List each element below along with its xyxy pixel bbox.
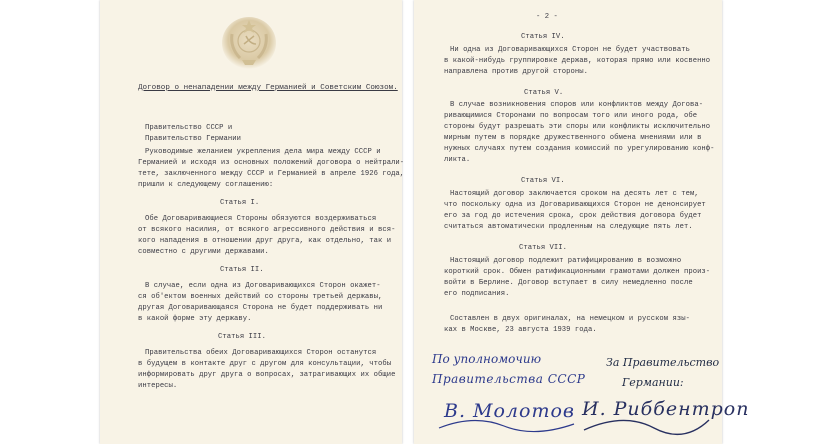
page-two-text-line: стороны будут разрешать эти споры или конфликты исключительно <box>444 123 711 131</box>
page-one-text-line: Статья I. <box>220 199 260 207</box>
page-one-text-line: Статья III. <box>218 333 266 341</box>
page-two-text-line: - 2 - <box>536 13 558 21</box>
page-two-text-line: нужных случаях путем создания комиссий по урегулированию конф- <box>444 145 715 153</box>
signature-left-line1: По уполномочию <box>432 352 542 366</box>
page-one-text-line: ся об'ектом военных действий со стороны третьей державы, <box>138 293 383 301</box>
page-one-text-line: Обе Договаривающиеся Стороны обязуются воздерживаться <box>145 215 377 223</box>
page-two-text-line: войти в Берлине. Договор вступает в силу немедленно после <box>444 279 693 287</box>
page-two-text-line: Настоящий договор заключается сроком на десять лет с тем, <box>450 190 699 198</box>
page-two-text-line: ликта. <box>444 156 471 164</box>
signature-right-line2: Германии: <box>622 376 684 389</box>
signature-molotov: В. Молотов <box>444 400 575 422</box>
page-one-text-line: другая Договаривающаяся Сторона не будет поддерживать ни <box>138 304 383 312</box>
page-two-text-line: Статья VI. <box>521 177 565 185</box>
page-one-text-line: Германией и исходя из основных положений договора о нейтрали- <box>138 159 405 167</box>
page-two-text-line: направлена против другой стороны. <box>444 68 588 76</box>
page-one-text-line: Правительство СССР и <box>145 124 233 132</box>
signature-flourish <box>434 408 714 438</box>
signature-ribbentrop: И. Риббентроп <box>582 398 750 420</box>
page-two-text-line: Статья VII. <box>519 244 567 252</box>
page-two-text-line: Настоящий договор подлежит ратифицированию в возможно <box>450 257 682 265</box>
page-two-text-line: ках в Москве, 23 августа 1939 года. <box>444 326 597 334</box>
page-one <box>100 0 405 444</box>
ussr-coat-of-arms-icon <box>220 14 278 72</box>
page-two-text-line: Составлен в двух оригиналах, на немецком и русском язы- <box>450 315 690 323</box>
page-one-text-line: кого нападения в отношении друг друга, как отдельно, так и <box>138 237 392 245</box>
page-one-text-line: пришли к следующему соглашению: <box>138 181 274 189</box>
page-two-text-line: Статья V. <box>524 89 564 97</box>
signature-right-line1: За Правительство <box>606 356 720 369</box>
page-two-text-line: короткий срок. Обмен ратификационными грамотами должен произ- <box>444 268 711 276</box>
page-two-text-line: мирным путем в порядке дружественного обмена мнениями или в <box>444 134 702 142</box>
page-two-text-line: его подписания. <box>444 290 510 298</box>
page-one-text-line: Статья II. <box>220 266 264 274</box>
page-two-text-line: его за год до истечения срока, срок действия договора будет <box>444 212 702 220</box>
page-one-text-line: в будущем в контакте друг с другом для консультации, чтобы <box>138 360 392 368</box>
page-two-text-line: Ни одна из Договаривающихся Сторон не будет участвовать <box>450 46 690 54</box>
page-two-text-line: в какой-нибудь группировке держав, которая прямо или косвенно <box>444 57 711 65</box>
page-two-text-line: Статья IV. <box>521 33 565 41</box>
page-two-text-line: В случае возникновения споров или конфликтов между Догова- <box>450 101 704 109</box>
page-one-text-line: интересы. <box>138 382 178 390</box>
page-one-text-line: от всякого насилия, от всякого агрессивного действия и вся- <box>138 226 396 234</box>
signature-left-line2: Правительства СССР <box>432 372 586 386</box>
page-one-text-line: информировать друг друга о вопросах, затрагивающих их общие <box>138 371 396 379</box>
page-two-text-line: что поскольку одна из Договаривающихся Сторон не денонсирует <box>444 201 706 209</box>
page-one-text-line: совместно с другими державами. <box>138 248 269 256</box>
page-one-text-line: В случае, если одна из Договаривающихся Сторон окажет- <box>145 282 381 290</box>
page-one-text-line: в какой форме эту державу. <box>138 315 252 323</box>
page-two <box>414 0 750 444</box>
page-two-text-line: считаться автоматически продленным на следующие пять лет. <box>444 223 693 231</box>
page-one-text-line: Правительства обеих Договаривающихся Сторон останутся <box>145 349 377 357</box>
page-one-text-line: тете, заключенного между СССР и Германией в апреле 1926 года, <box>138 170 405 178</box>
treaty-title: Договор о ненападении между Германией и Советским Союзом. <box>138 84 398 92</box>
page-two-text-line: ривающимися Сторонами по вопросам того или иного рода, обе <box>444 112 698 120</box>
page-one-text-line: Руководимые желанием укрепления дела мира между СССР и <box>145 148 381 156</box>
page-one-text-line: Правительство Германии <box>145 135 241 143</box>
